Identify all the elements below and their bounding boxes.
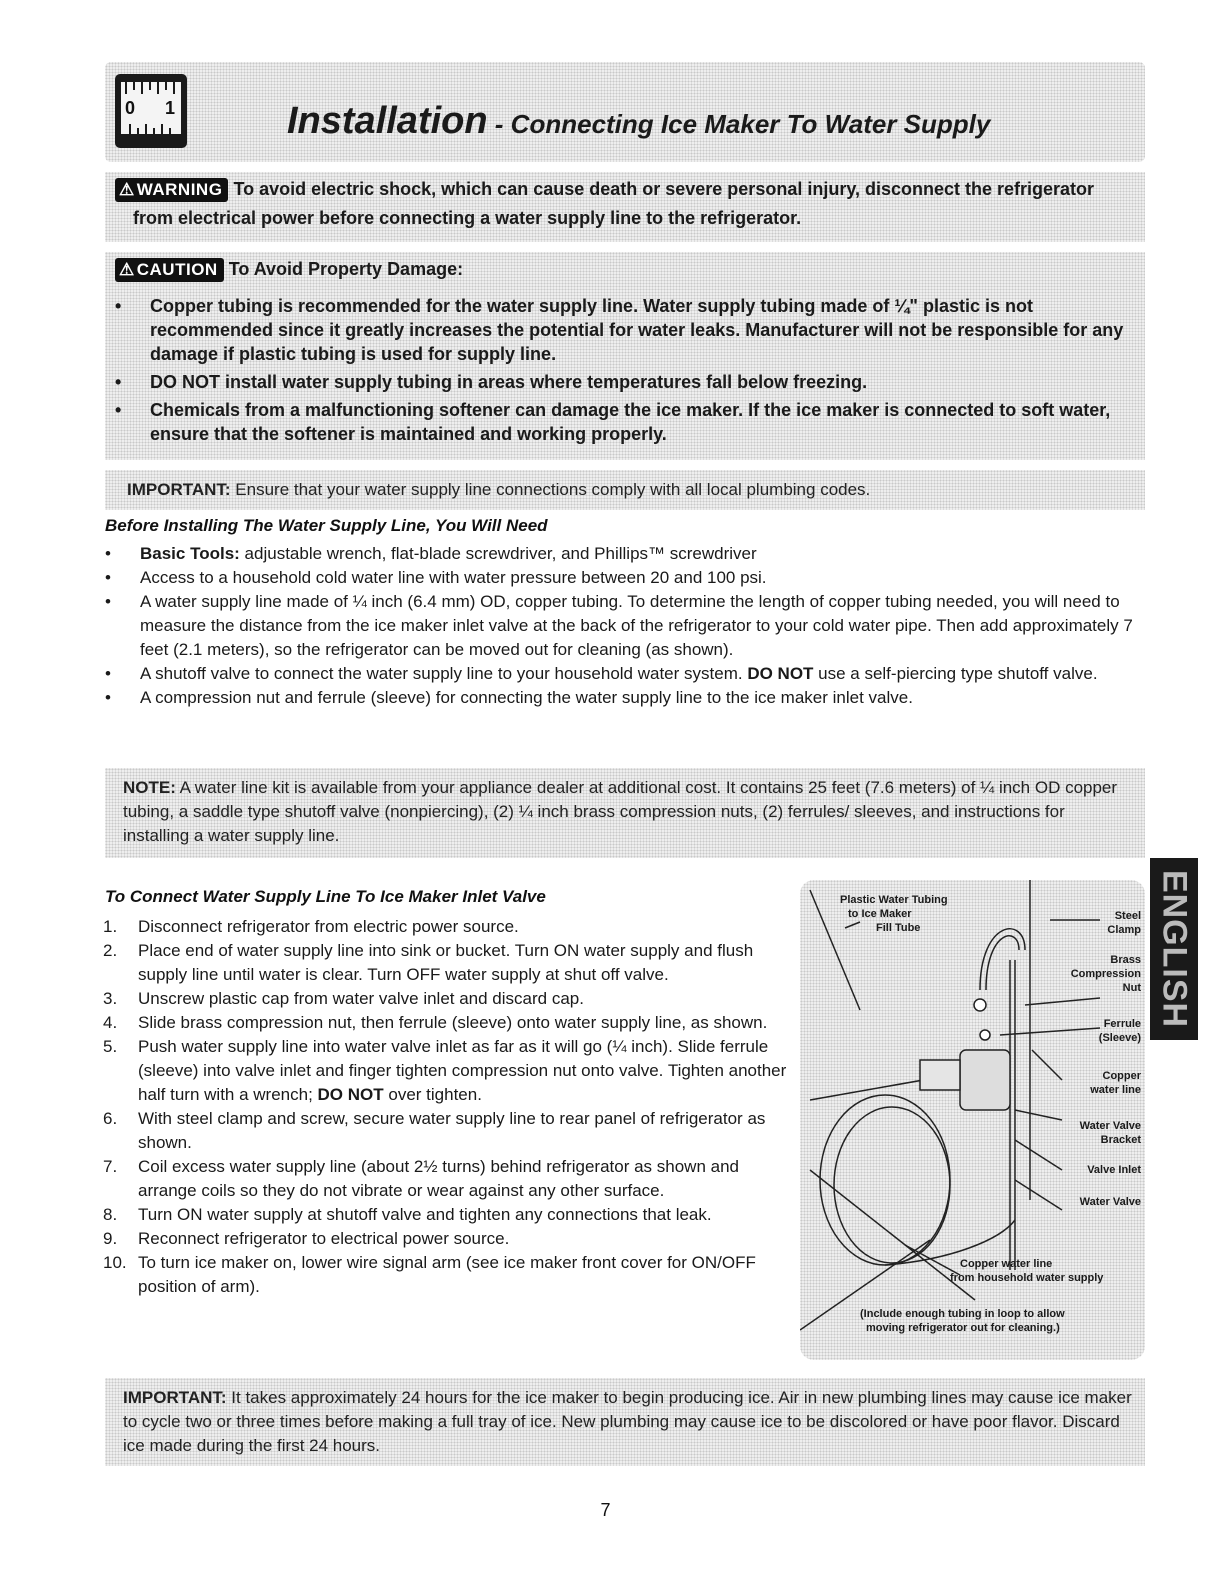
step-item <box>103 1107 793 1155</box>
label-compression: Compression <box>1070 968 1141 980</box>
label-to-ice-maker: to Ice Maker <box>848 908 912 920</box>
list-item <box>105 590 1165 662</box>
important-label: IMPORTANT: <box>127 480 231 499</box>
step-item <box>103 1155 793 1203</box>
installation-diagram <box>800 880 1145 1360</box>
label-brass: Brass <box>1110 954 1141 966</box>
important-text-2: It takes approximately 24 hours for the ice maker to begin producing ice. Air in new plumbing lines may cause ice maker to cycle two or three times before making a full tray of ice. New plumbing may cause ice to be discolored or have poor flavor. Discard ice made during the first 24 hours. <box>123 1388 1132 1455</box>
caution-list <box>105 294 1145 450</box>
label-water-line: water line <box>1090 1084 1141 1096</box>
label-bracket: Bracket <box>1100 1134 1141 1146</box>
label-water-valve-2: Water Valve <box>1079 1196 1141 1208</box>
step-text: Turn ON water supply at shutoff valve and tighten any connections that leak. <box>138 1205 712 1224</box>
warning-text-line1: To avoid electric shock, which can cause death or severe personal injury, disconnect the refrigerator <box>233 178 1095 199</box>
bullet-icon: • <box>105 592 111 611</box>
important-label-2: IMPORTANT: <box>123 1388 227 1407</box>
label-include-line2: moving refrigerator out for cleaning.) <box>866 1322 1060 1334</box>
bullet-icon: • <box>105 688 111 707</box>
step-text: Coil excess water supply line (about 2½ turns) behind refrigerator as shown and arrange coils so they do not vibrate or wear against any other surface. <box>138 1157 739 1200</box>
needs-list <box>105 542 1165 710</box>
ruler-number-0: 0 <box>125 98 136 118</box>
note-label: NOTE: <box>123 778 176 797</box>
important-box <box>105 470 1145 510</box>
list-item-text: A compression nut and ferrule (sleeve) for connecting the water supply line to the ice maker inlet valve. <box>140 688 913 707</box>
step-item <box>103 1011 793 1035</box>
step-number: 6. <box>103 1109 118 1128</box>
label-plastic-tubing: Plastic Water Tubing <box>840 894 948 906</box>
label-clamp: Clamp <box>1107 924 1141 936</box>
label-copper: Copper <box>1102 1070 1141 1082</box>
caution-badge <box>115 258 224 282</box>
label-copper-water-line: Copper water line <box>960 1258 1053 1270</box>
list-item <box>105 566 1165 590</box>
page-title-main: Installation <box>287 100 488 142</box>
step-number: 10. <box>103 1253 127 1272</box>
label-sleeve: (Sleeve) <box>1098 1032 1141 1044</box>
label-water-valve: Water Valve <box>1079 1120 1141 1132</box>
list-item <box>105 542 1165 566</box>
step-text: Slide brass compression nut, then ferrule (sleeve) onto water supply line, as shown. <box>138 1013 768 1032</box>
page-title <box>287 100 990 143</box>
ruler-icon <box>115 74 187 148</box>
note-box <box>105 768 1145 858</box>
step-number: 2. <box>103 941 118 960</box>
warning-triangle-icon: ⚠ <box>119 180 135 199</box>
steps-list <box>103 915 793 1299</box>
warning-badge <box>115 178 228 202</box>
label-ferrule: Ferrule <box>1103 1018 1141 1030</box>
step-number: 9. <box>103 1229 118 1248</box>
list-item-text: A shutoff valve to connect the water supply line to your household water system. <box>140 664 748 683</box>
section-heading-connect: To Connect Water Supply Line To Ice Maker Inlet Valve <box>105 887 546 906</box>
step-text: over tighten. <box>383 1085 482 1104</box>
step-item <box>103 915 793 939</box>
label-steel: Steel <box>1114 910 1141 922</box>
step-number: 7. <box>103 1157 118 1176</box>
step-item <box>103 1035 793 1107</box>
label-nut: Nut <box>1122 982 1141 994</box>
list-item-bold: Basic Tools: <box>140 544 240 563</box>
bullet-icon: • <box>105 544 111 563</box>
caution-badge-label: CAUTION <box>136 260 218 279</box>
caution-item-text: Chemicals from a malfunctioning softener can damage the ice maker. If the ice maker is connected to soft water, ensure that the softener is maintained and working properly. <box>150 400 1111 444</box>
label-from-household: from household water supply <box>950 1272 1104 1284</box>
step-number: 8. <box>103 1205 118 1224</box>
step-text: Reconnect refrigerator to electrical power source. <box>138 1229 510 1248</box>
list-item-text: Access to a household cold water line with water pressure between 20 and 100 psi. <box>140 568 767 587</box>
bullet-icon: • <box>105 664 111 683</box>
list-item-text: A water supply line made of ¼ inch (6.4 mm) OD, copper tubing. To determine the length of copper tubing needed, you will need to measure the distance from the ice maker inlet valve at the back of the refrigerator to your cold water pipe. Then add approximately 7 feet (2.1 meters), so the refrigerator can be moved out for cleaning (as shown). <box>140 592 1133 659</box>
step-number: 4. <box>103 1013 118 1032</box>
step-text: Push water supply line into water valve inlet as far as it will go (¼ inch). Slide ferrule (sleeve) into valve inlet and finger tighten compression nut onto valve. Tighten another half turn with a wrench; <box>138 1037 787 1104</box>
ruler-number-1: 1 <box>165 98 176 118</box>
caution-item <box>105 398 1145 446</box>
important-box-2 <box>105 1378 1145 1466</box>
step-text: Unscrew plastic cap from water valve inlet and discard cap. <box>138 989 584 1008</box>
step-item <box>103 939 793 987</box>
warning-box <box>105 172 1145 242</box>
step-text: To turn ice maker on, lower wire signal arm (see ice maker front cover for ON/OFF position of arm). <box>138 1253 756 1296</box>
page-header <box>105 62 1145 162</box>
bullet-icon: • <box>115 400 122 420</box>
bullet-icon: • <box>115 372 122 392</box>
important-text: Ensure that your water supply line connections comply with all local plumbing codes. <box>230 480 871 499</box>
step-number: 3. <box>103 989 118 1008</box>
caution-item <box>105 370 1145 394</box>
step-bold: DO NOT <box>317 1085 384 1104</box>
caution-item-text: Copper tubing is recommended for the water supply line. Water supply tubing made of ¼" plastic is not recommended since it greatly increases the potential for water leaks. Manufacturer will not be responsible for any damage if plastic tubing is used for supply line. <box>150 296 1124 364</box>
warning-badge-label: WARNING <box>136 180 223 199</box>
list-item-bold: DO NOT <box>747 664 814 683</box>
note-text: A water line kit is available from your appliance dealer at additional cost. It contains 25 feet (7.6 meters) of ¼ inch OD copper tubing, a saddle type shutoff valve (nonpiercing), (2) ¼ inch brass compression nuts, (2) ferrules/ sleeves, and instructions for installing a water supply line. <box>123 778 1118 845</box>
step-number: 5. <box>103 1037 118 1056</box>
caution-item-text: DO NOT install water supply tubing in areas where temperatures fall below freezing. <box>150 372 868 392</box>
caution-triangle-icon: ⚠ <box>119 260 135 279</box>
step-text: Disconnect refrigerator from electric power source. <box>138 917 519 936</box>
caution-box <box>105 252 1145 460</box>
language-tab-label: ENGLISH <box>1155 869 1194 1029</box>
page-number: 7 <box>600 1500 611 1520</box>
section-heading-before: Before Installing The Water Supply Line, You Will Need <box>105 516 548 535</box>
bullet-icon: • <box>105 568 111 587</box>
step-item <box>103 1227 793 1251</box>
caution-heading: To Avoid Property Damage: <box>228 258 464 279</box>
step-item <box>103 1251 793 1299</box>
step-item <box>103 987 793 1011</box>
step-number: 1. <box>103 917 118 936</box>
page-title-sub: - Connecting Ice Maker To Water Supply <box>487 109 991 139</box>
list-item <box>105 662 1165 686</box>
label-include-line1: (Include enough tubing in loop to allow <box>860 1308 1065 1320</box>
caution-item <box>105 294 1145 366</box>
list-item-text: use a self-piercing type shutoff valve. <box>813 664 1098 683</box>
list-item <box>105 686 1165 710</box>
language-tab <box>1150 858 1198 1040</box>
label-valve-inlet: Valve Inlet <box>1087 1164 1141 1176</box>
step-text: Place end of water supply line into sink or bucket. Turn ON water supply and flush supply line until water is clear. Turn OFF water supply at shut off valve. <box>138 941 754 984</box>
label-fill-tube: Fill Tube <box>876 922 921 934</box>
bullet-icon: • <box>115 296 122 316</box>
step-item <box>103 1203 793 1227</box>
warning-text-line2: from electrical power before connecting a water supply line to the refrigerator. <box>133 208 802 228</box>
step-text: With steel clamp and screw, secure water supply line to rear panel of refrigerator as shown. <box>138 1109 766 1152</box>
list-item-text: adjustable wrench, flat-blade screwdriver, and Phillips™ screwdriver <box>239 544 757 563</box>
